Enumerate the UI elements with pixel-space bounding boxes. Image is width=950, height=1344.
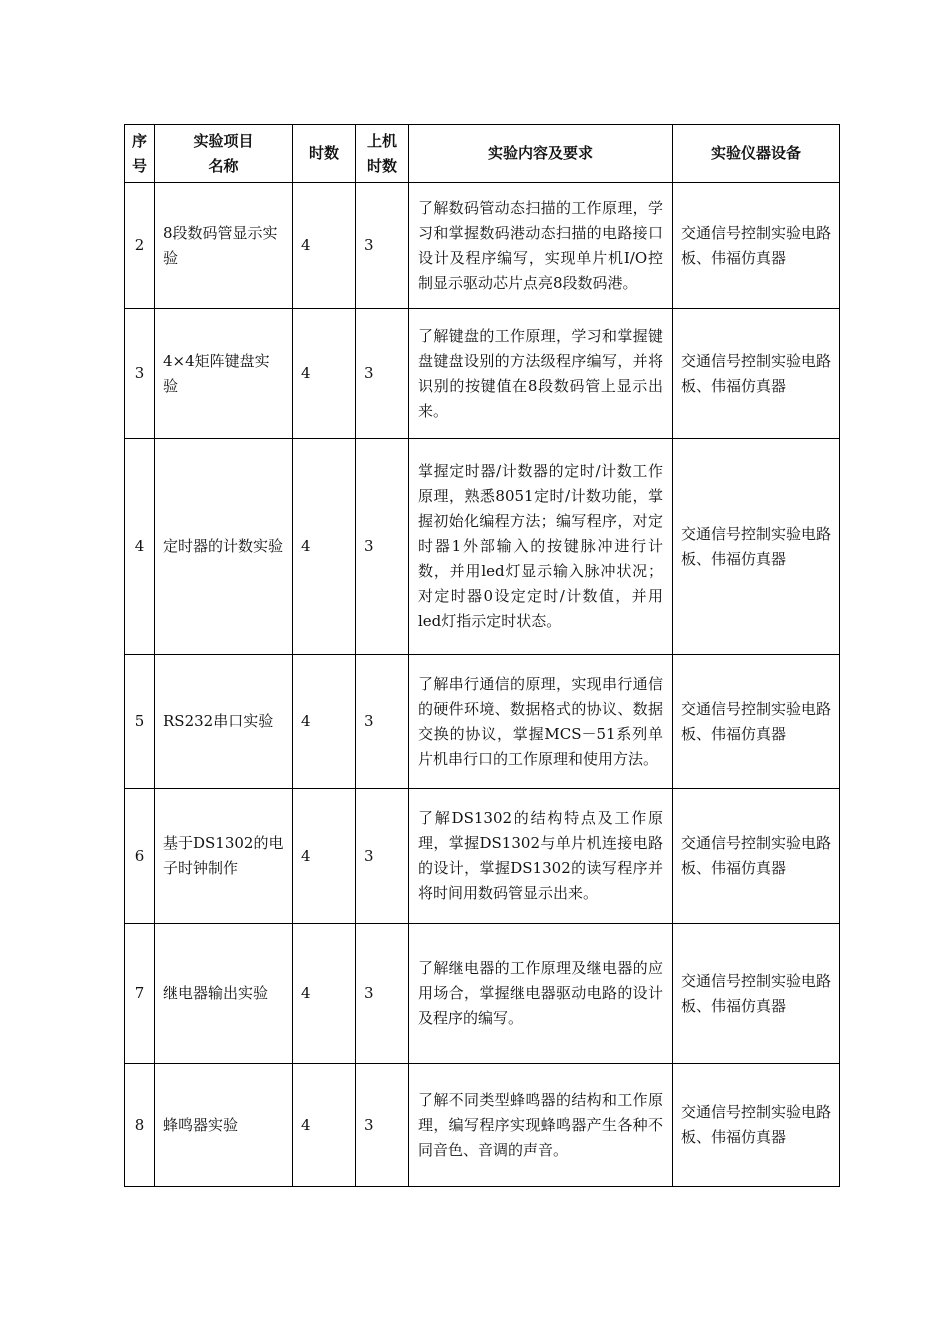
table-row (125, 924, 840, 1064)
cell-hours: 4 (293, 183, 356, 309)
cell-lab-hours: 3 (356, 183, 409, 309)
cell-content: 了解DS1302的结构特点及工作原理，掌握DS1302与单片机连接电路的设计，掌握DS1302的读写程序并将时间用数码管显示出来。 (409, 789, 673, 924)
cell-name: 4×4矩阵键盘实验 (155, 309, 293, 439)
table-header-row (125, 125, 840, 183)
cell-content: 了解串行通信的原理，实现串行通信的硬件环境、数据格式的协议、数据交换的协议，掌握MCS－51系列单片机串行口的工作原理和使用方法。 (409, 655, 673, 789)
table-row (125, 439, 840, 655)
cell-name: 8段数码管显示实验 (155, 183, 293, 309)
cell-no: 7 (125, 924, 155, 1064)
experiment-table (124, 124, 840, 1187)
cell-no: 3 (125, 309, 155, 439)
cell-hours: 4 (293, 309, 356, 439)
cell-no: 6 (125, 789, 155, 924)
cell-content: 了解键盘的工作原理，学习和掌握键盘键盘设别的方法级程序编写，并将识别的按键值在8段数码管上显示出来。 (409, 309, 673, 439)
table-row (125, 789, 840, 924)
cell-no: 4 (125, 439, 155, 655)
header-no: 序 号 (125, 125, 155, 183)
header-hours: 时数 (293, 125, 356, 183)
cell-equipment: 交通信号控制实验电路板、伟福仿真器 (673, 1064, 840, 1187)
cell-name: 定时器的计数实验 (155, 439, 293, 655)
table-row (125, 1064, 840, 1187)
table-row (125, 309, 840, 439)
cell-content: 掌握定时器/计数器的定时/计数工作原理，熟悉8051定时/计数功能，掌握初始化编程方法；编写程序，对定时器1外部输入的按键脉冲进行计数，并用led灯显示输入脉冲状况；对定时器0设定定时/计数值，并用led灯指示定时状态。 (409, 439, 673, 655)
header-name: 实验项目 名称 (155, 125, 293, 183)
cell-equipment: 交通信号控制实验电路板、伟福仿真器 (673, 655, 840, 789)
cell-hours: 4 (293, 1064, 356, 1187)
cell-content: 了解不同类型蜂鸣器的结构和工作原理，编写程序实现蜂鸣器产生各种不同音色、音调的声音。 (409, 1064, 673, 1187)
cell-name: 继电器输出实验 (155, 924, 293, 1064)
cell-equipment: 交通信号控制实验电路板、伟福仿真器 (673, 789, 840, 924)
cell-hours: 4 (293, 655, 356, 789)
table-row (125, 655, 840, 789)
cell-lab-hours: 3 (356, 655, 409, 789)
cell-no: 8 (125, 1064, 155, 1187)
cell-equipment: 交通信号控制实验电路板、伟福仿真器 (673, 439, 840, 655)
cell-equipment: 交通信号控制实验电路板、伟福仿真器 (673, 183, 840, 309)
cell-name: 蜂鸣器实验 (155, 1064, 293, 1187)
cell-lab-hours: 3 (356, 924, 409, 1064)
cell-no: 5 (125, 655, 155, 789)
cell-equipment: 交通信号控制实验电路板、伟福仿真器 (673, 924, 840, 1064)
table-row (125, 183, 840, 309)
cell-hours: 4 (293, 789, 356, 924)
header-lab-hours: 上机 时数 (356, 125, 409, 183)
cell-lab-hours: 3 (356, 1064, 409, 1187)
cell-lab-hours: 3 (356, 309, 409, 439)
cell-lab-hours: 3 (356, 789, 409, 924)
cell-no: 2 (125, 183, 155, 309)
cell-content: 了解数码管动态扫描的工作原理，学习和掌握数码港动态扫描的电路接口设计及程序编写，实现单片机I/O控制显示驱动芯片点亮8段数码港。 (409, 183, 673, 309)
cell-equipment: 交通信号控制实验电路板、伟福仿真器 (673, 309, 840, 439)
cell-name: 基于DS1302的电子时钟制作 (155, 789, 293, 924)
header-content: 实验内容及要求 (409, 125, 673, 183)
cell-hours: 4 (293, 924, 356, 1064)
header-equipment: 实验仪器设备 (673, 125, 840, 183)
cell-content: 了解继电器的工作原理及继电器的应用场合，掌握继电器驱动电路的设计及程序的编写。 (409, 924, 673, 1064)
cell-lab-hours: 3 (356, 439, 409, 655)
cell-name: RS232串口实验 (155, 655, 293, 789)
cell-hours: 4 (293, 439, 356, 655)
